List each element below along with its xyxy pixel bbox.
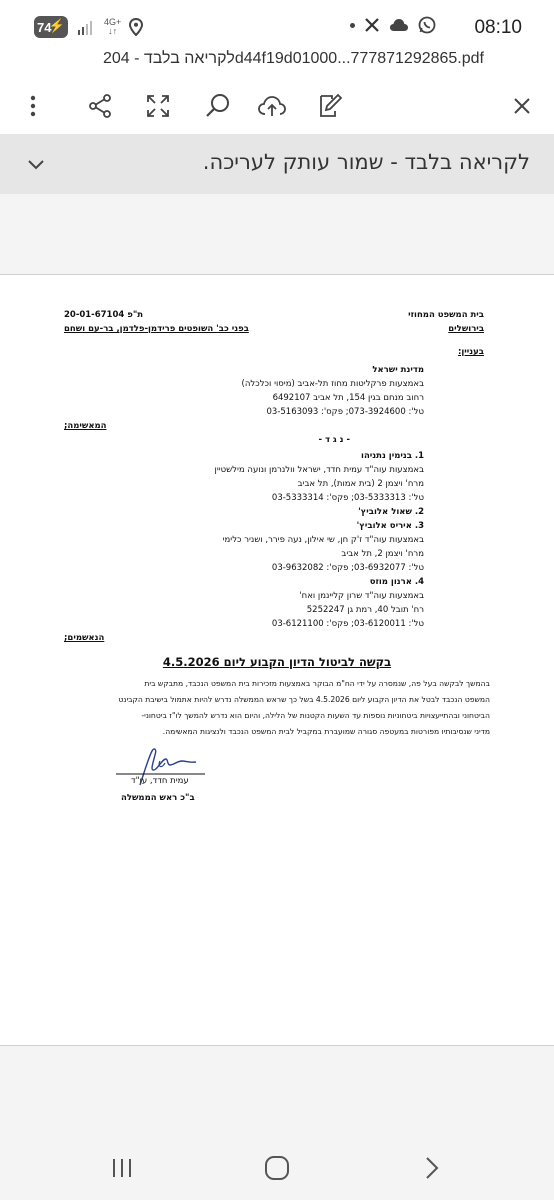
defendant-1-name: 1. בנימין נתניהו xyxy=(361,451,424,461)
home-icon xyxy=(264,1155,290,1181)
battery-level: 74 xyxy=(37,19,52,35)
charging-icon: ⚡ xyxy=(48,18,65,33)
defendant-1-phone: טל': 03-5333313; פקס': 03-5333314 xyxy=(271,493,424,503)
signal-icon xyxy=(76,18,96,36)
more-options-button[interactable] xyxy=(26,90,40,122)
edit-icon xyxy=(317,93,343,119)
upload-cloud-button[interactable] xyxy=(256,90,288,122)
defendant-4-address: רח' תובל 40, רמת גן 5252247 xyxy=(306,605,424,615)
battery-indicator xyxy=(34,16,68,38)
network-label: 4G+ xyxy=(104,17,122,27)
case-number: ת"פ 20-01-67104 xyxy=(64,310,144,320)
plaintiff-name: מדינת ישראל xyxy=(372,365,424,375)
search-button[interactable] xyxy=(202,90,234,122)
accused-label: הנאשמים; xyxy=(64,633,105,643)
defendant-2-3-phone: טל': 03-6932077; פקס': 03-9632082 xyxy=(271,563,424,573)
plaintiff-phone: טל': 073-3924600; פקס': 03-5163093 xyxy=(266,407,424,417)
x-app-icon xyxy=(364,17,380,33)
toolbar xyxy=(0,78,554,134)
dot-icon xyxy=(350,23,355,28)
defendant-2-name: 2. שאול אלוביץ' xyxy=(358,507,424,517)
cloud-icon xyxy=(389,17,409,33)
status-icons-left xyxy=(34,16,143,38)
plaintiff-address: רחוב מנחם בגין 154, תל אביב 6492107 xyxy=(272,393,424,403)
defendant-3-name: 3. איריס אלוביץ' xyxy=(356,521,424,531)
accuser-label: המאשימה; xyxy=(64,421,107,431)
signer-name: עמית חדד, עו"ד xyxy=(131,776,189,786)
court-name: בית המשפט המחוזי xyxy=(408,310,484,320)
share-button[interactable] xyxy=(84,90,116,122)
close-icon xyxy=(513,97,531,115)
defendant-1-rep: באמצעות עוה"ד עמית חדד, ישראל וולנרמן ונועה מילשטיין xyxy=(214,465,424,475)
request-heading: בקשה לביטול הדיון הקבוע ליום 4.5.2026 xyxy=(162,655,392,669)
close-button[interactable] xyxy=(506,90,538,122)
more-icon xyxy=(30,95,36,117)
fullscreen-icon xyxy=(146,94,170,118)
defendant-4-name: 4. ארנון מוזס xyxy=(369,577,424,587)
read-only-banner[interactable] xyxy=(0,134,554,194)
body-line-3: הביטחוני ובהתייעצויות ביטחוניות נוספות עד השעות הקטנות של הלילה, והיום הוא נדרש להמשך לו"ז ביטחוני- xyxy=(141,711,490,720)
upload-cloud-icon xyxy=(257,94,287,118)
fullscreen-button[interactable] xyxy=(142,90,174,122)
status-time: 08:10 xyxy=(474,17,522,38)
recents-icon xyxy=(111,1157,133,1179)
home-button[interactable] xyxy=(257,1152,297,1184)
pdf-viewer[interactable] xyxy=(0,194,554,1134)
search-icon xyxy=(205,93,231,119)
edit-button[interactable] xyxy=(314,90,346,122)
share-icon xyxy=(87,93,113,119)
versus-line: - נ ג ד - xyxy=(318,435,350,445)
location-icon xyxy=(129,18,143,36)
defendant-2-3-rep: באמצעות עוה"ד ז'ק חן, שי אילון, נעה פירר, ושניר כלימי xyxy=(222,535,424,545)
chevron-down-icon[interactable] xyxy=(24,152,48,176)
back-icon xyxy=(424,1156,440,1180)
defendant-1-address: מרח' ויצמן 2 (בית אמות), תל אביב xyxy=(297,479,424,489)
status-icons-right xyxy=(350,16,436,34)
court-city: בירושלים xyxy=(448,324,484,334)
navigation-bar xyxy=(0,1134,554,1200)
pdf-page[interactable] xyxy=(0,274,554,1046)
read-only-banner-text: לקריאה בלבד - שמור עותק לעריכה. xyxy=(202,150,530,174)
body-line-2: המשפט הנכבד לבטל את הדיון הקבוע ליום 4.5.2026 בשל כך שראש הממשלה נדרש להיות אתמול בישיבת הקבינט xyxy=(118,695,490,704)
whatsapp-icon xyxy=(418,16,436,34)
defendant-4-rep: באמצעות עוה"ד שרון קליינמן ואח' xyxy=(299,591,424,601)
plaintiff-rep: באמצעות פרקליטות מחוז תל-אביב (מיסוי וכלכלה) xyxy=(241,379,424,389)
body-line-4: מדיני שנסיבותיו מפורטות במעטפה סגורה שמועברת במקביל לבית המשפט הנכבד ולנציגות המאשימה. xyxy=(162,727,490,736)
judges-line: בפני כב' השופטים פרידמן-פלדמן, בר-עם ושחם xyxy=(64,324,249,334)
defendant-4-phone: טל': 03-6120011; פקס': 03-6121100 xyxy=(271,619,424,629)
body-line-1: בהמשך לבקשה בעל פה, שנמסרה על ידי הח"מ הבוקר באמצעות מזכירות בית המשפט הנכבד, מתבקש בית xyxy=(144,679,490,688)
signer-role: ב"כ ראש הממשלה xyxy=(121,793,195,803)
matter-label: בעניין: xyxy=(457,347,484,357)
file-title: לקריאה בלבד - 204d44f19d01000...777871292865.pdf xyxy=(103,50,484,67)
network-type xyxy=(104,18,121,36)
back-button[interactable] xyxy=(412,1152,452,1184)
recents-button[interactable] xyxy=(102,1152,142,1184)
data-arrows-icon: ↓↑ xyxy=(108,26,118,36)
defendant-2-3-address: מרח' ויצמן 2, תל אביב xyxy=(341,549,424,559)
file-title-bar xyxy=(0,44,554,78)
